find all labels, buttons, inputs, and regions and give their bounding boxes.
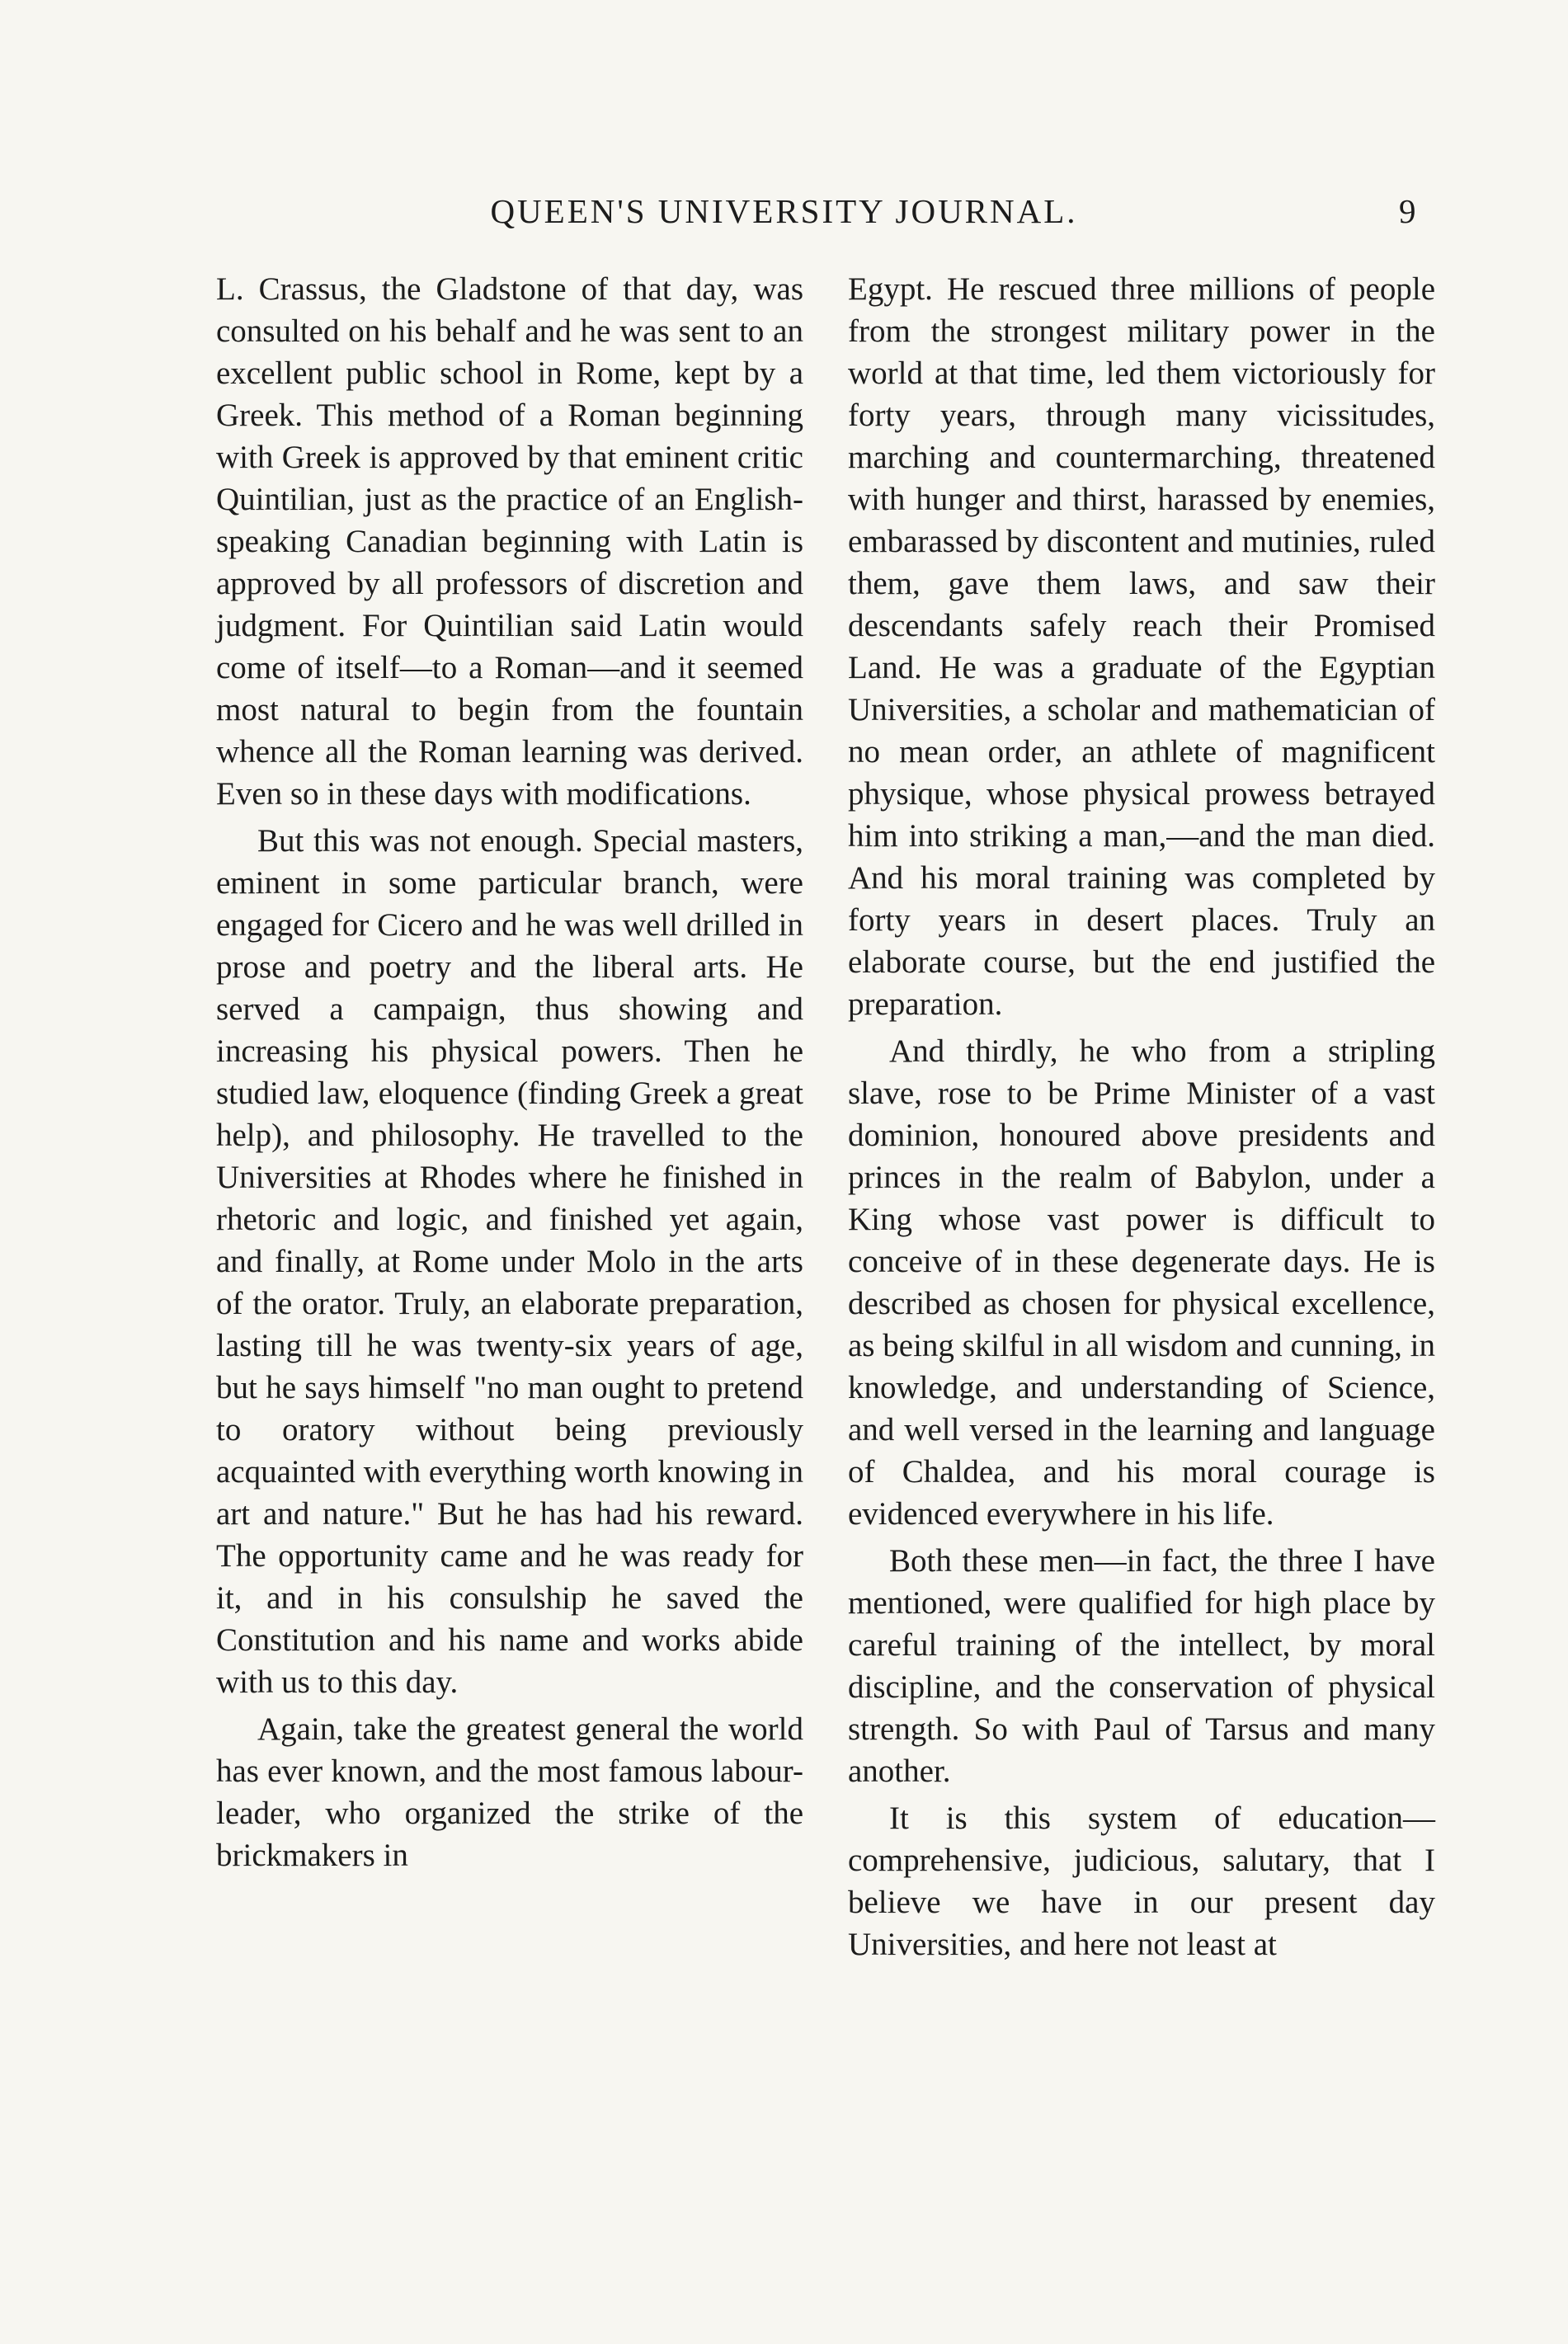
right-paragraph-4: It is this system of education—comprehensive, judicious, salutary, that I believe we have in our present day Universities, and here not least at [848,1800,1435,1962]
left-column [216,268,803,1881]
page-number: 9 [1399,192,1416,230]
right-paragraph-3: Both these men—in fact, the three I have mentioned, were qualified for high place by careful training of the intellect, by moral discipline, and the conservation of physical strength. So with Paul of Tarsus and many another. [848,1543,1435,1789]
left-paragraph-2: But this was not enough. Special masters, eminent in some particular branch, were engaged for Cicero and he was well drilled in prose and poetry and the liberal arts. He served a campaign, thus showing and increasing his physical powers. Then he studied law, eloquence (finding Greek a great help), and philosophy. He travelled to the Universities at Rhodes where he finished in rhetoric and logic, and finished yet again, and finally, at Rome under Molo in the arts of the orator. Truly, an elaborate preparation, lasting till he was twenty-six years of age, but he says himself "no man ought to pretend to oratory without being previously acquainted with everything worth knowing in art and nature." But he has had his reward. The opportunity came and he was ready for it, and in his consulship he saved the Constitution and his name and works abide with us to this day. [216,823,803,1700]
left-paragraph-1: L. Crassus, the Gladstone of that day, was consulted on his behalf and he was sent to an excellent public school in Rome, kept by a Greek. This method of a Roman beginning with Greek is approved by that eminent critic Quintilian, just as the practice of an English-speaking Canadian beginning with Latin is approved by all professors of discretion and judgment. For Quintilian said Latin would come of itself—to a Roman—and it seemed most natural to begin from the fountain whence all the Roman learning was derived. Even so in these days with modifications. [216,271,803,812]
right-paragraph-2: And thirdly, he who from a stripling slave, rose to be Prime Minister of a vast dominion, honoured above presidents and princes in the realm of Babylon, under a King whose vast power is difficult to conceive of in these degenerate days. He is described as chosen for physical excellence, as being skilful in all wisdom and cunning, in knowledge, and understanding of Science, and well versed in the learning and language of Chaldea, and his moral courage is evidenced everywhere in his life. [848,1033,1435,1532]
left-paragraph-3: Again, take the greatest general the world has ever known, and the most famous labour-leader, who organized the strike of the brickmakers in [216,1711,803,1873]
right-paragraph-1: Egypt. He rescued three millions of people from the strongest military power in the world at that time, led them victoriously for forty years, through many vicissitudes, marching and countermarching, threatened with hunger and thirst, harassed by enemies, embarassed by discontent and mutinies, ruled them, gave them laws, and saw their descendants safely reach their Promised Land. He was a graduate of the Egyptian Universities, a scholar and mathematician of no mean order, an athlete of magnificent physique, whose physical prowess betrayed him into striking a man,—and the man died. And his moral training was completed by forty years in desert places. Truly an elaborate course, but the end justified the preparation. [848,271,1435,1022]
journal-title: QUEEN'S UNIVERSITY JOURNAL. [490,192,1078,230]
right-column [848,268,1435,1970]
